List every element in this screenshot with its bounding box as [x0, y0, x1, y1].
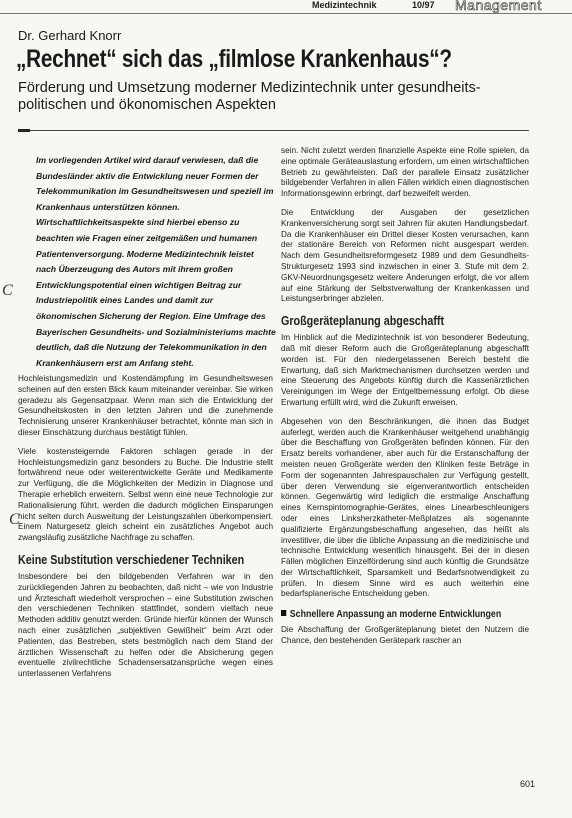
square-bullet-icon — [281, 610, 286, 616]
title-rule-dash — [18, 129, 30, 132]
body-paragraph: Die Abschaffung der Großgeräteplanung bietet den Nutzern die Chance, den bestehenden Gerätepark rascher an — [281, 625, 529, 646]
header-rule — [0, 13, 572, 14]
section-subheading: Keine Substitution verschiedener Techniken — [18, 552, 245, 567]
section-subheading — [281, 608, 502, 622]
right-column — [281, 146, 529, 655]
body-paragraph: Insbesondere bei den bildgebenden Verfahren war in den zurückliegenden Jahren zu beobachten, daß nicht – wie von Industrie und Ärzteschaft wiederholt versprochen – eine Substitution zwischen den verschiedenen Techniken stattfindet, sondern vielfach neue Methoden additiv genutzt werden. Gründe hierfür können der Wunsch nach einer zusätzlichen „subjektiven Gewißheit“ beim Arzt oder Patienten, das Bestreben, stets bestmöglich nach dem Stand der ärztlichen Wissenschaft zu helfen oder die Absicherung gegen eventuelle zivilrechtliche Schadensersatzansprüche wegen eines unterlassenen Verfahrens — [18, 571, 273, 679]
body-paragraph: Die Entwicklung der Ausgaben der gesetzlichen Krankenversicherung sorgt seit Jahren für akuten Handlungsbedarf. Da die Krankenhäuser ein Drittel dieser Kosten verursachen, kann der stationäre Bereich von Reformen nicht ausgespart werden. Nach dem Gesundheitsreformgesetz 1989 und dem Gesundheits-Strukturgesetz 1993 sind inzwischen in einer 3. Stufe mit dem 2. GKV-Neuordnungsgesetz weitere Änderungen erfolgt, die vor allem auf eine Stärkung der Selbstverwaltung der Krankenkassen und Leistungserbringer abzielen. — [281, 207, 529, 304]
margin-mark-handwritten: C — [2, 282, 13, 299]
article-title: „Rechnet“ sich das „filmlose Krankenhaus“? — [16, 45, 452, 73]
left-column — [18, 374, 273, 688]
margin-mark-handwritten: C — [9, 511, 20, 528]
article-abstract: Im vorliegenden Artikel wird darauf verwiesen, daß die Bundesländer aktiv die Entwicklung neuer Formen der Telekommunikation im Gesundheitswesen und speziell im Krankenhaus unterstützen können. Wirtschaftlichkeitsaspekte sind hierbei ebenso zu beachten wie Fragen einer zeitgemäßen und humanen Patientenversorgung. Moderne Medizintechnik leistet nach Überzeugung des Autors mit ihrem großen Entwicklungspotential einen wichtigen Beitrag zur Industriepolitik eines Landes und damit zur ökonomischen Sicherung der Region. Eine Umfrage des Bayerischen Gesundheits- und Sozialministeriums machte deutlich, daß die Nutzung der Telekommunikation in den Krankenhäusern erst am Anfang steht. — [36, 155, 276, 368]
subheading-text: Schnellere Anpassung an moderne Entwicklungen — [289, 609, 502, 621]
article-author: Dr. Gerhard Knorr — [18, 28, 122, 43]
body-paragraph: Im Hinblick auf die Medizintechnik ist von besonderer Bedeutung, daß mit dieser Reform auch die Großgeräteplanung abgeschafft worden ist. Für den niedergelassenen Bereich besteht die Erwartung, daß sich Marktmechanismen durchsetzen werden und eine Steuerung des Angebots künftig durch die Kassenärztlichen Vereinigungen im Wege der Entgeltbemessung erfolgt. Ob diese Erwartung erfüllt wird, wird die Zukunft erweisen. — [281, 333, 529, 407]
header-section: Medizintechnik — [312, 0, 377, 10]
page-number: 601 — [520, 779, 536, 789]
title-rule — [18, 130, 529, 131]
body-paragraph: Abgesehen von den Beschränkungen, die ihnen das Budget auferlegt, werden auch die Krankenhäuser weitgehend unabhängig über die Beschaffung von Großgeräten befinden können. Für den Ersatz bereits vorhandener, aber auch für die Erstanschaffung der meisten neuen Großgeräte werden den Kliniken feste Beträge in Form der sogenannten Jahrespauschalen zur Verfügung gestellt, über deren Verwendung sie eigenverantwortlich entscheiden können. Gegenwärtig wird lediglich die erstmalige Anschaffung eines Kernspintomographie-Gerätes, eines Linearbeschleunigers oder eines Linksherzkatheter-Meßplatzes als sogenannte qualifizierte Ergänzungsbeschaffung angesehen, das heißt als investitiver, die über die übliche Anpassung an die medizinische und technische Entwicklung wesentlich hinausgeht. Bei der in diesen Fällen möglichen Einzelförderung sind auch künftig die Grundsätze der Wirtschaftlichkeit, Sparsamkeit und Bedarfsnotwendigkeit zu prüfen. In diesem Sinne wird es auch weiterhin eine bedarfsplanerische Entscheidung geben. — [281, 416, 529, 599]
body-paragraph: sein. Nicht zuletzt werden finanzielle Aspekte eine Rolle spielen, da eine optimale Geräteauslastung erfordern, um einen wirtschaftlichen Betrieb zu gewährleisten. Daß der parallele Einsatz zusätzlicher bildgebender Verfahren in allen Fällen wirklich einen diagnostischen Informationsgewinn erbringt, darf bezweifelt werden. — [281, 146, 529, 199]
header-magazine-logo: Management — [455, 0, 542, 13]
body-paragraph: Hochleistungsmedizin und Kostendämpfung im Gesundheitswesen scheinen auf den ersten Blick kaum miteinander vereinbar. Sie wirken geradezu als Gegensatzpaar. Wenn man sich die Entwicklung der Gesundheitskosten in den letzten Jahren und die zunehmende Technisierung unserer Krankenhäuser betrachtet, könnte man sich in dieser Einschätzung durchaus bestätigt fühlen. — [18, 374, 273, 437]
header-issue: 10/97 — [412, 0, 435, 10]
section-subheading: Großgeräteplanung abgeschafft — [281, 314, 445, 329]
page-header — [0, 0, 572, 14]
article-subtitle: Förderung und Umsetzung moderner Medizintechnik unter gesundheits-politischen und ökonomischen Aspekten — [18, 80, 481, 113]
body-paragraph: Viele kostensteigernde Faktoren schlagen gerade in der Hochleistungsmedizin ganz besonders zu Buche. Die Industrie stellt fortwährend neue oder weiterentwickelte Geräte und Medikamente zur Verfügung, die die Möglichkeiten der Medizin in Diagnose und Therapie erheblich erweitern. Selbst wenn eine neue Technologie zur Rationalisierung führt, werden die dadurch möglichen Einsparungen nicht selten durch Ausweitung der Leistungszahlen überkompensiert. Einem Naturgesetz gleich scheint ein zusätzliches Angebot auch zwangsläufig zusätzliche Nachfrage zu schaffen. — [18, 446, 273, 543]
